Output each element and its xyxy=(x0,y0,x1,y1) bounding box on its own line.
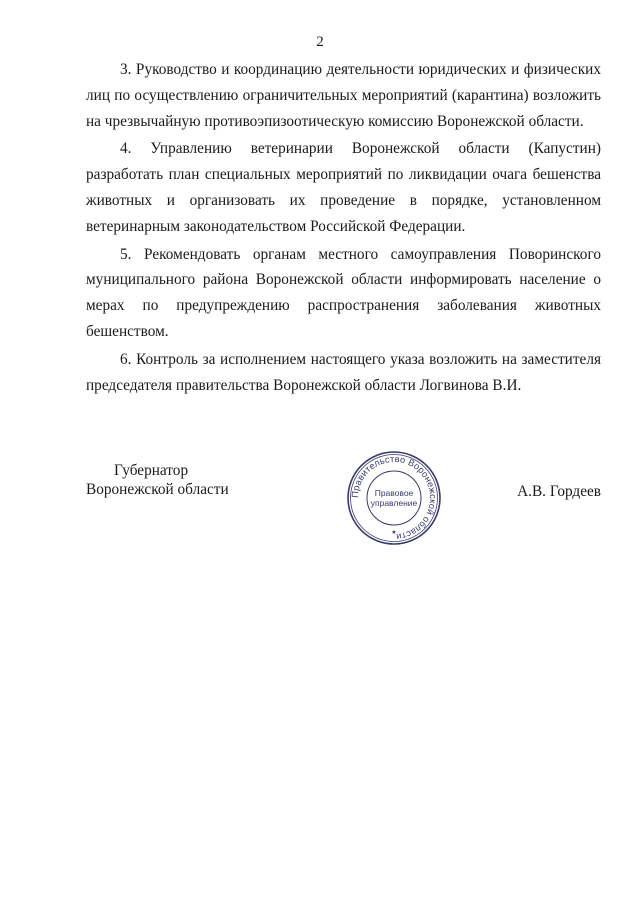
signatory-title-line2: Воронежской области xyxy=(86,481,229,498)
stamp-seal-icon xyxy=(344,448,444,548)
paragraph-3: 3. Руководство и координацию деятельности юридических и физических лиц по осуществлению ограничительных мероприятий (карантина) возложить на чрезвычайную противоэпизоотическую комиссию Воронежской области. xyxy=(86,61,601,130)
page-number: 2 xyxy=(316,34,324,50)
official-stamp xyxy=(344,448,444,548)
stamp-inner-line1: Правовое xyxy=(374,488,414,498)
stamp-star-icon: ★ xyxy=(391,529,397,536)
stamp-inner-line2: управление xyxy=(370,498,418,508)
signatory-title-line1: Губернатор xyxy=(114,462,189,479)
signatory-name: А.В. Гордеев xyxy=(517,483,601,500)
paragraph-6: 6. Контроль за исполнением настоящего указа возложить на заместителя председателя правительства Воронежской области Логвинова В.И. xyxy=(86,350,601,394)
paragraph-4: 4. Управлению ветеринарии Воронежской области (Капустин) разработать план специальных мероприятий по ликвидации очага бешенства животных и организовать их проведение в порядке, установленном ветеринарным законодательством Российской Федерации. xyxy=(86,140,601,235)
paragraph-5: 5. Рекомендовать органам местного самоуправления Поворинского муниципального района Воронежской области информировать население о мерах по предупреждению распространения заболевания животных бешенством. xyxy=(86,245,601,340)
stamp-outer-text: Правительство Воронежской области xyxy=(349,453,439,542)
document-body xyxy=(86,57,601,400)
